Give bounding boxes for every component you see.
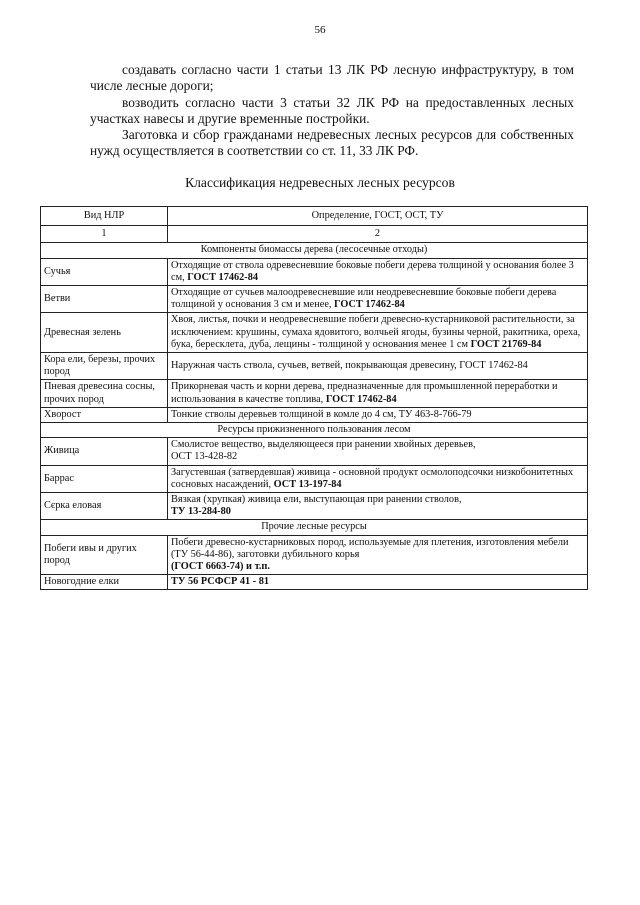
row-name: Сєрка еловая [41,493,168,520]
header-definition: Определение, ГОСТ, ОСТ, ТУ [168,207,588,226]
row-definition: Загустевшая (затвердевшая) живица - основной продукт осмолоподсочки низкобонитетных сосновых насаждений, ОСТ 13-197-84 [168,465,588,492]
row-definition: Прикорневая часть и корни дерева, предназначенные для промышленной переработки и использования в качестве топлива, ГОСТ 17462-84 [168,380,588,407]
section-other: Прочие лесные ресурсы [41,520,588,535]
section-row [41,520,588,535]
table-row [41,353,588,380]
section-row [41,243,588,258]
row-name: Живица [41,438,168,465]
row-definition: Отходящие от ствола одревесневшие боковые побеги дерева толщиной у основания более 3 см, ГОСТ 17462-84 [168,258,588,285]
row-name: Побеги ивы и других пород [41,535,168,575]
column-number-2: 2 [168,226,588,243]
row-name: Сучья [41,258,168,285]
table-row [41,380,588,407]
table-row [41,575,588,590]
row-name: Хворост [41,407,168,422]
row-name: Баррас [41,465,168,492]
table-header-row [41,207,588,226]
row-standard: ГОСТ 17462-84 [459,360,528,372]
header-type: Вид НЛР [41,207,168,226]
row-definition: Хвоя, листья, почки и неодревесневшие побеги древесно-кустарниковой растительности, за исключением: крушины, сумаха ядовитого, волчьей ягоды, бузины черной, ракитника, ореха, бука, бересклета, дуба, лещины - толщиной у основания менее 1 см ГОСТ 21769-84 [168,313,588,353]
table-row [41,438,588,465]
table-row [41,407,588,422]
row-name: Новогодние елки [41,575,168,590]
page-number: 56 [314,24,326,36]
paragraph-nontimber-harvest: Заготовка и сбор гражданами недревесных лесных ресурсов для собственных нужд осуществляется в соответствии со ст. 11, 33 ЛК РФ. [90,127,574,158]
row-standard: ОСТ 13-197-84 [273,478,342,490]
column-number-1: 1 [41,226,168,243]
row-definition: Наружная часть ствола, сучьев, ветвей, покрывающая древесину, ГОСТ 17462-84 [168,353,588,380]
row-definition: Тонкие стволы деревьев толщиной в комле до 4 см, ТУ 463-8-766-79 [168,407,588,422]
table-title: Классификация недревесных лесных ресурсов [185,175,455,190]
row-standard: ГОСТ 17462-84 [334,299,405,311]
row-definition [168,575,588,590]
row-name: Ветви [41,286,168,313]
section-lifetime-use: Ресурсы прижизненного пользования лесом [41,423,588,438]
row-standard: ТУ 13-284-80 [171,506,231,518]
classification-table [40,206,588,590]
row-standard: ТУ 56 РСФСР 41 - 81 [171,576,270,588]
section-biomass: Компоненты биомассы дерева (лесосечные отходы) [41,243,588,258]
table-number-row [41,226,588,243]
row-standard: ГОСТ 17462-84 [325,393,397,405]
row-standard: ОСТ 13-428-82 [171,451,238,463]
table-row [41,258,588,285]
table-row [41,313,588,353]
row-definition: Вязкая (хрупкая) живица ели, выступающая при ранении стволов, ТУ 13-284-80 [168,493,588,520]
row-definition: Смолистое вещество, выделяющееся при ранении хвойных деревьев, ОСТ 13-428-82 [168,438,588,465]
row-definition: Отходящие от сучьев малоодревесневшие или неодревесневшие боковые побеги дерева толщиной у основания 3 см и менее, ГОСТ 17462-84 [168,286,588,313]
row-standard: ГОСТ 21769-84 [470,338,542,350]
row-standard: (ГОСТ 6663-74) и т.п. [171,561,270,573]
paragraph-temporary-buildings: возводить согласно части 3 статьи 32 ЛК РФ на предоставленных лесных участках навесы и другие временные постройки. [90,95,574,126]
table-row [41,465,588,492]
row-name: Древесная зелень [41,313,168,353]
table-row [41,493,588,520]
row-name: Кора ели, березы, прочих пород [41,353,168,380]
table-row [41,286,588,313]
table-row [41,535,588,575]
paragraph-infrastructure: создавать согласно части 1 статьи 13 ЛК РФ лесную инфраструктуру, в том числе лесные дороги; [90,62,574,93]
row-name: Пневая древесина сосны, прочих пород [41,380,168,407]
row-definition: Побеги древесно-кустарниковых пород, используемые для плетения, изготовления мебели (ТУ 56-44-86), заготовки дубильного корья (ГОСТ 6663-74) и т.п. [168,535,588,575]
row-standard: ГОСТ 17462-84 [187,271,259,283]
section-row [41,423,588,438]
